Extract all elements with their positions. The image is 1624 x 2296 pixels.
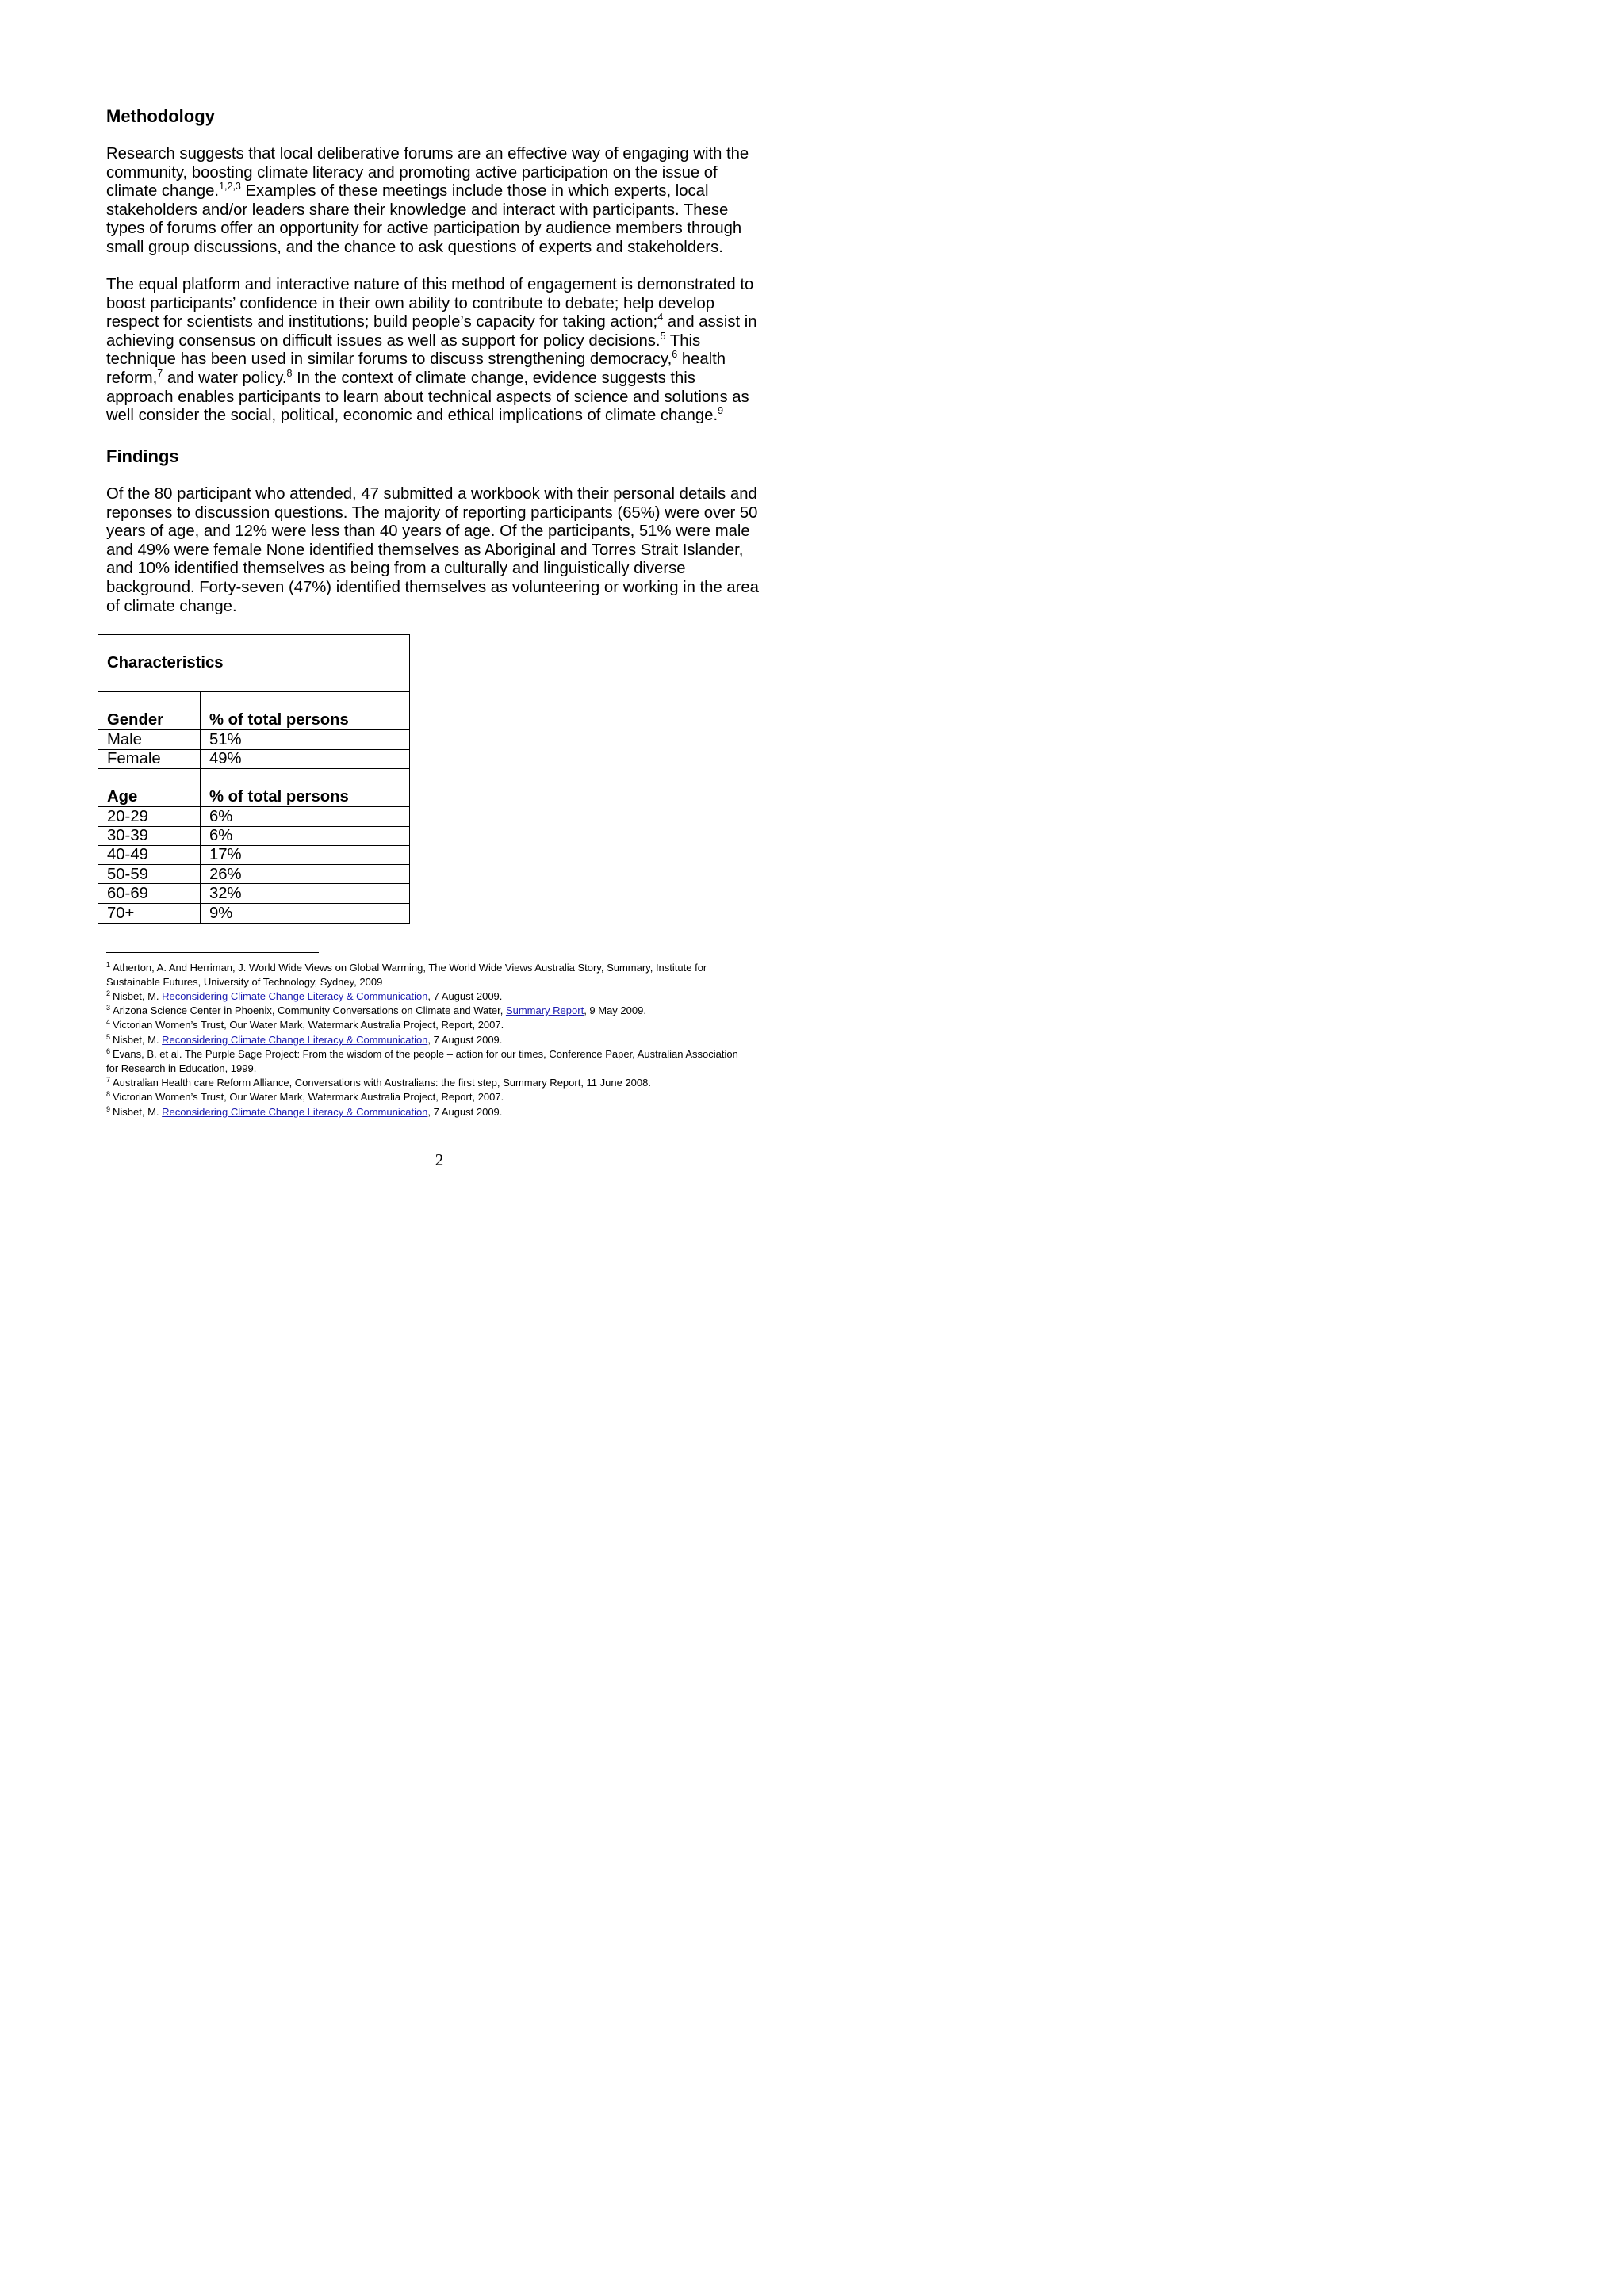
table-cell: 70+ (107, 905, 135, 922)
text-line: The equal platform and interactive nature of this method of engagement is demonstrated to (106, 276, 754, 293)
text-line: approach enables participants to learn about technical aspects of science and solutions as (106, 388, 749, 406)
table-cell: 49% (209, 750, 242, 767)
text-fragment: Examples of these meetings include those in which experts, local (240, 182, 709, 201)
footnote-2 (106, 989, 780, 1004)
text-line: stakeholders and/or leaders share their knowledge and interact with participants. These (106, 201, 729, 219)
methodology-paragraph-1 (106, 145, 776, 258)
text-fragment: well consider the social, political, economic and ethical implications of climate change. (106, 407, 718, 425)
table-rule (98, 729, 410, 730)
text-line (106, 407, 776, 426)
table-title: Characteristics (107, 654, 224, 672)
footnote-text: Nisbet, M. (113, 990, 163, 1002)
footnote-text: Evans, B. et al. The Purple Sage Project: From the wisdom of the people – action for our times, Conference Paper, Australian Association (113, 1048, 738, 1060)
footnote-link[interactable]: Reconsidering Climate Change Literacy & Communication (162, 1106, 428, 1118)
table-header-cell: % of total persons (209, 788, 349, 806)
footnote-3 (106, 1004, 780, 1018)
table-cell: 6% (209, 808, 233, 825)
footnote-8 (106, 1090, 780, 1104)
footnote-link[interactable]: Reconsidering Climate Change Literacy & Communication (162, 1034, 428, 1046)
table-cell: 17% (209, 846, 242, 863)
footnote-text: , 7 August 2009. (427, 990, 503, 1002)
footnote-text: Arizona Science Center in Phoenix, Community Conversations on Climate and Water, (113, 1004, 506, 1016)
text-line: small group discussions, and the chance to ask questions of experts and stakeholders. (106, 238, 723, 256)
text-fragment: This (665, 331, 701, 350)
text-line (106, 182, 776, 201)
table-cell: 32% (209, 885, 242, 902)
footnote-text: Atherton, A. And Herriman, J. World Wide Views on Global Warming, The World Wide Views Australia Story, Summary, Institute for (113, 962, 707, 974)
table-header-cell: Age (107, 788, 138, 806)
table-rule (98, 768, 410, 769)
table-cell: 40-49 (107, 846, 148, 863)
table-cell: 51% (209, 731, 242, 748)
text-line (106, 313, 776, 332)
footnote-text: Australian Health care Reform Alliance, Conversations with Australians: the first step, Summary Report, 11 June 2008. (113, 1077, 651, 1089)
footnote-6-continued: for Research in Education, 1999. (106, 1062, 257, 1074)
table-cell: 9% (209, 905, 233, 922)
footnote-1-continued: Sustainable Futures, University of Technology, Sydney, 2009 (106, 976, 383, 988)
text-line: background. Forty-seven (47%) identified themselves as volunteering or working in the area (106, 578, 759, 596)
footnote-6 (106, 1047, 780, 1062)
table-header-cell: % of total persons (209, 711, 349, 729)
table-rule (98, 806, 410, 807)
text-line: community, boosting climate literacy and promoting active participation on the issue of (106, 163, 718, 182)
table-rule (98, 903, 410, 904)
footnote-5 (106, 1033, 780, 1047)
footnote-number: 5 (106, 1033, 111, 1041)
table-cell: 26% (209, 866, 242, 883)
table-cell: 6% (209, 827, 233, 844)
table-header-cell: Gender (107, 711, 164, 729)
text-fragment: and assist in (663, 313, 757, 331)
table-cell: 30-39 (107, 827, 148, 844)
footnote-text: , 7 August 2009. (427, 1034, 503, 1046)
footnote-text: Nisbet, M. (113, 1034, 163, 1046)
table-cell: 20-29 (107, 808, 148, 825)
text-line: types of forums offer an opportunity for active participation by audience members through (106, 220, 742, 238)
text-fragment: respect for scientists and institutions; build people’s capacity for taking action; (106, 313, 658, 331)
footnote-ref: 8 (286, 367, 293, 379)
text-line: reponses to discussion questions. The majority of reporting participants (65%) were over 50 (106, 503, 758, 522)
footnote-text: Victorian Women’s Trust, Our Water Mark, Watermark Australia Project, Report, 2007. (113, 1091, 504, 1103)
footnote-ref: 9 (718, 405, 724, 417)
document-page (0, 0, 879, 1243)
footnote-1 (106, 961, 780, 975)
methodology-paragraph-2 (106, 276, 776, 426)
text-line: boost participants’ confidence in their own ability to contribute to debate; help develop (106, 294, 715, 312)
text-fragment: achieving consensus on difficult issues as well as support for policy decisions. (106, 331, 661, 350)
footnote-link[interactable]: Summary Report (505, 1004, 584, 1016)
footnote-ref: 1,2,3 (219, 181, 241, 193)
footnote-ref: 7 (157, 367, 163, 379)
text-line: Of the 80 participant who attended, 47 submitted a workbook with their personal details and (106, 485, 757, 503)
footnote-number: 1 (106, 961, 111, 969)
text-fragment: climate change. (106, 182, 220, 201)
text-line (106, 350, 776, 369)
footnote-text: , 7 August 2009. (427, 1106, 503, 1118)
footnote-number: 3 (106, 1004, 111, 1012)
table-cell: 50-59 (107, 866, 148, 883)
footnote-ref: 5 (660, 330, 666, 342)
methodology-heading: Methodology (106, 106, 215, 126)
findings-paragraph (106, 485, 776, 616)
text-line: Research suggests that local deliberative forums are an effective way of engaging with the (106, 145, 749, 163)
footnote-number: 6 (106, 1047, 111, 1055)
footnote-text: Nisbet, M. (113, 1106, 163, 1118)
table-cell: Male (107, 731, 142, 748)
table-cell: 60-69 (107, 885, 148, 902)
footnote-number: 2 (106, 989, 111, 997)
table-rule (98, 864, 410, 865)
footnote-number: 7 (106, 1076, 111, 1084)
footnote-separator (106, 952, 319, 953)
findings-heading: Findings (106, 446, 179, 466)
footnote-number: 9 (106, 1105, 111, 1113)
footnote-9 (106, 1105, 780, 1119)
text-line (106, 332, 776, 351)
text-line: years of age, and 12% were less than 40 years of age. Of the participants, 51% were male (106, 522, 750, 541)
footnote-link[interactable]: Reconsidering Climate Change Literacy & Communication (162, 990, 428, 1002)
characteristics-table (98, 634, 410, 924)
text-line: and 49% were female None identified themselves as Aboriginal and Torres Strait Islander, (106, 541, 744, 559)
table-cell: Female (107, 750, 161, 767)
table-rule (98, 691, 410, 692)
text-fragment: health (677, 350, 726, 369)
text-fragment: and water policy. (163, 369, 287, 387)
footnote-text: Victorian Women’s Trust, Our Water Mark, Watermark Australia Project, Report, 2007. (113, 1019, 504, 1031)
page-number: 2 (435, 1150, 444, 1169)
text-line (106, 369, 776, 388)
text-fragment: technique has been used in similar forums to discuss strengthening democracy, (106, 350, 672, 369)
table-column-divider (200, 691, 201, 923)
text-line: and 10% identified themselves as being from a culturally and linguistically diverse (106, 560, 686, 578)
footnote-number: 8 (106, 1090, 111, 1098)
footnote-ref: 6 (672, 349, 678, 361)
text-fragment: reform, (106, 369, 158, 387)
footnote-text: , 9 May 2009. (584, 1004, 646, 1016)
text-fragment: In the context of climate change, evidence suggests this (292, 369, 695, 387)
footnote-7 (106, 1076, 780, 1090)
text-line: of climate change. (106, 597, 237, 615)
footnote-4 (106, 1018, 780, 1032)
footnote-ref: 4 (657, 312, 664, 323)
footnote-number: 4 (106, 1018, 111, 1026)
